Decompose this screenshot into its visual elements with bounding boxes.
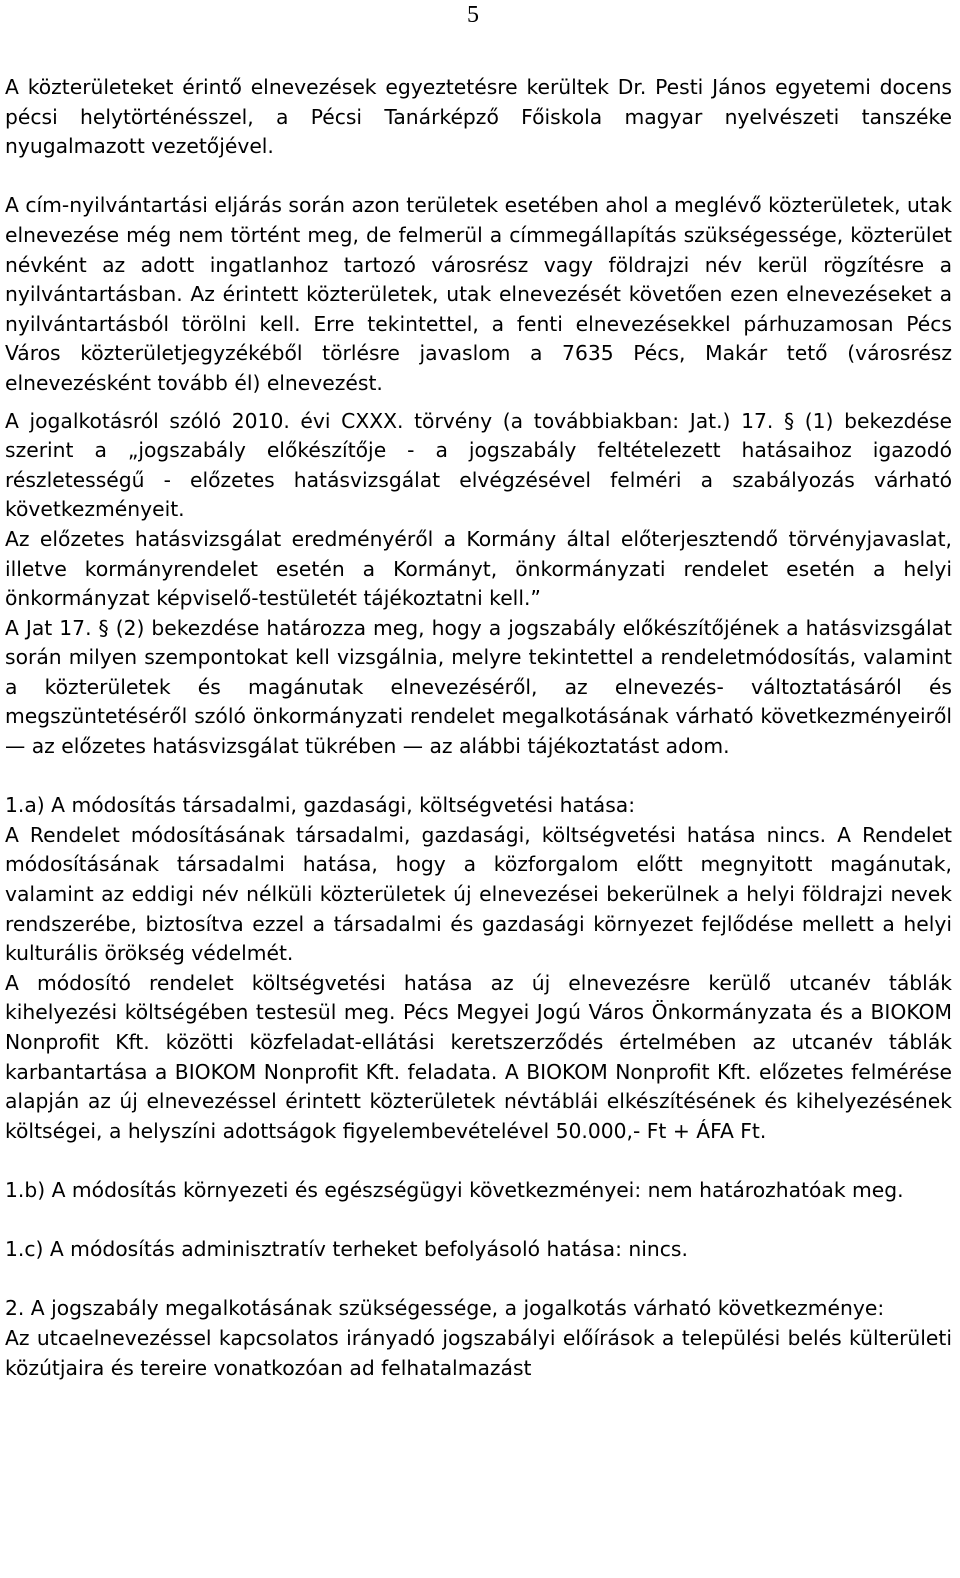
paragraph-impact-assessment-intro: A Jat 17. § (2) bekezdése határozza meg, hogy a jogszabály előkészítőjének a hatásvizsgálat során milyen szempontokat kell vizsgálnia, melyre tekintettel a rendeletmódosítás, valamint a közterületek és magánutak elnevezéséről, az elnevezés- változtatásáról és megszüntetéséről szóló önkormányzati rendelet megalkotásának várható következményeiről — az előzetes hatásvizsgálat tükrében — az alábbi tájékoztatást adom.: [5, 615, 952, 759]
section-1c-administrative: 1.c) A módosítás adminisztratív terheket befolyásoló hatása: nincs.: [5, 1237, 688, 1262]
document-body: [5, 73, 952, 1383]
paragraph-spacer: [5, 1146, 952, 1176]
paragraph-spacer: [5, 762, 952, 792]
paragraph-address-registry: A cím-nyilvántartási eljárás során azon területek esetében ahol a meglévő közterületek, utak elnevezése még nem történt meg, de felmerül a címmegállapítás szükségessége, közterület névként az adott ingatlanhoz tartozó városrész vagy földrajzi név kerül rögzítésre a nyilvántartásban. Az érintett közterületek, utak elnevezését követően ezen elnevezéseket a nyilvántartásból törölni kell. Erre tekintettel, a fenti elnevezésekkel párhuzamosan Pécs Város közterületjegyzékéből törlésre javaslom a 7635 Pécs, Makár tető (városrész elnevezésként tovább él) elnevezést.: [5, 193, 952, 395]
paragraph-spacer: [5, 162, 952, 192]
paragraph-legal-authorization: Az utcaelnevezéssel kapcsolatos irányadó jogszabályi előírások a települési belés külterületi közútjaira és tereire vonatkozóan ad felhatalmazást: [5, 1325, 952, 1380]
page-number: 5: [467, 2, 479, 28]
paragraph-spacer: [5, 399, 952, 407]
paragraph-jat-quote-continued: Az előzetes hatásvizsgálat eredményéről a Kormány által előterjesztendő törvényjavaslat, illetve kormányrendelet esetén a Kormányt, önkormányzati rendelet esetén a helyi önkormányzat képviselő-testületét tájékoztatni kell.”: [5, 526, 952, 611]
paragraph-social-impact: A Rendelet módosításának társadalmi, gazdasági, költségvetési hatása nincs. A Rendelet módosításának társadalmi hatása, hogy a közforgalom előtt megnyitott magánutak, valamint az eddigi név nélküli közterületek új elnevezései bekerülnek a helyi földrajzi nevek rendszerébe, biztosítva ezzel a társadalmi és gazdasági környezet fejlődése mellett a helyi kulturális örökség védelmét.: [5, 822, 952, 966]
section-heading-1a: 1.a) A módosítás társadalmi, gazdasági, költségvetési hatása:: [5, 793, 636, 818]
paragraph-jat-quote: A jogalkotásról szóló 2010. évi CXXX. törvény (a továbbiakban: Jat.) 17. § (1) bekezdése szerint a „jogszabály előkészítője - a jogszabály feltételezett hatásaihoz igazodó részletességű - előzetes hatásvizsgálat elvégzésével felméri a szabályozás várható következményeit.: [5, 408, 952, 522]
section-2-heading: 2. A jogszabály megalkotásának szükségessége, a jogalkotás várható következménye:: [5, 1296, 885, 1321]
paragraph-consultation: A közterületeket érintő elnevezések egyeztetésre kerültek Dr. Pesti János egyetemi docens pécsi helytörténésszel, a Pécsi Tanárképző Főiskola magyar nyelvészeti tanszéke nyugalmazott vezetőjével.: [5, 75, 952, 159]
paragraph-spacer: [5, 1265, 952, 1295]
paragraph-spacer: [5, 1206, 952, 1236]
paragraph-budget-impact: A módosító rendelet költségvetési hatása az új elnevezésre kerülő utcanév táblák kihelyezési költségében testesül meg. Pécs Megyei Jogú Város Önkormányzata és a BIOKOM Nonprofit Kft. közötti közfeladat-ellátási keretszerződés értelmében az utcanév táblák karbantartása a BIOKOM Nonprofit Kft. feladata. A BIOKOM Nonprofit Kft. előzetes felmérése alapján az új elnevezéssel érintett közterületek névtáblái elkészítésének és kihelyezésének költségei, a helyszíni adottságok figyelembevételével 50.000,- Ft + ÁFA Ft.: [5, 970, 952, 1143]
section-1b-environmental: 1.b) A módosítás környezeti és egészségügyi következményei: nem határozhatóak meg.: [5, 1177, 904, 1202]
